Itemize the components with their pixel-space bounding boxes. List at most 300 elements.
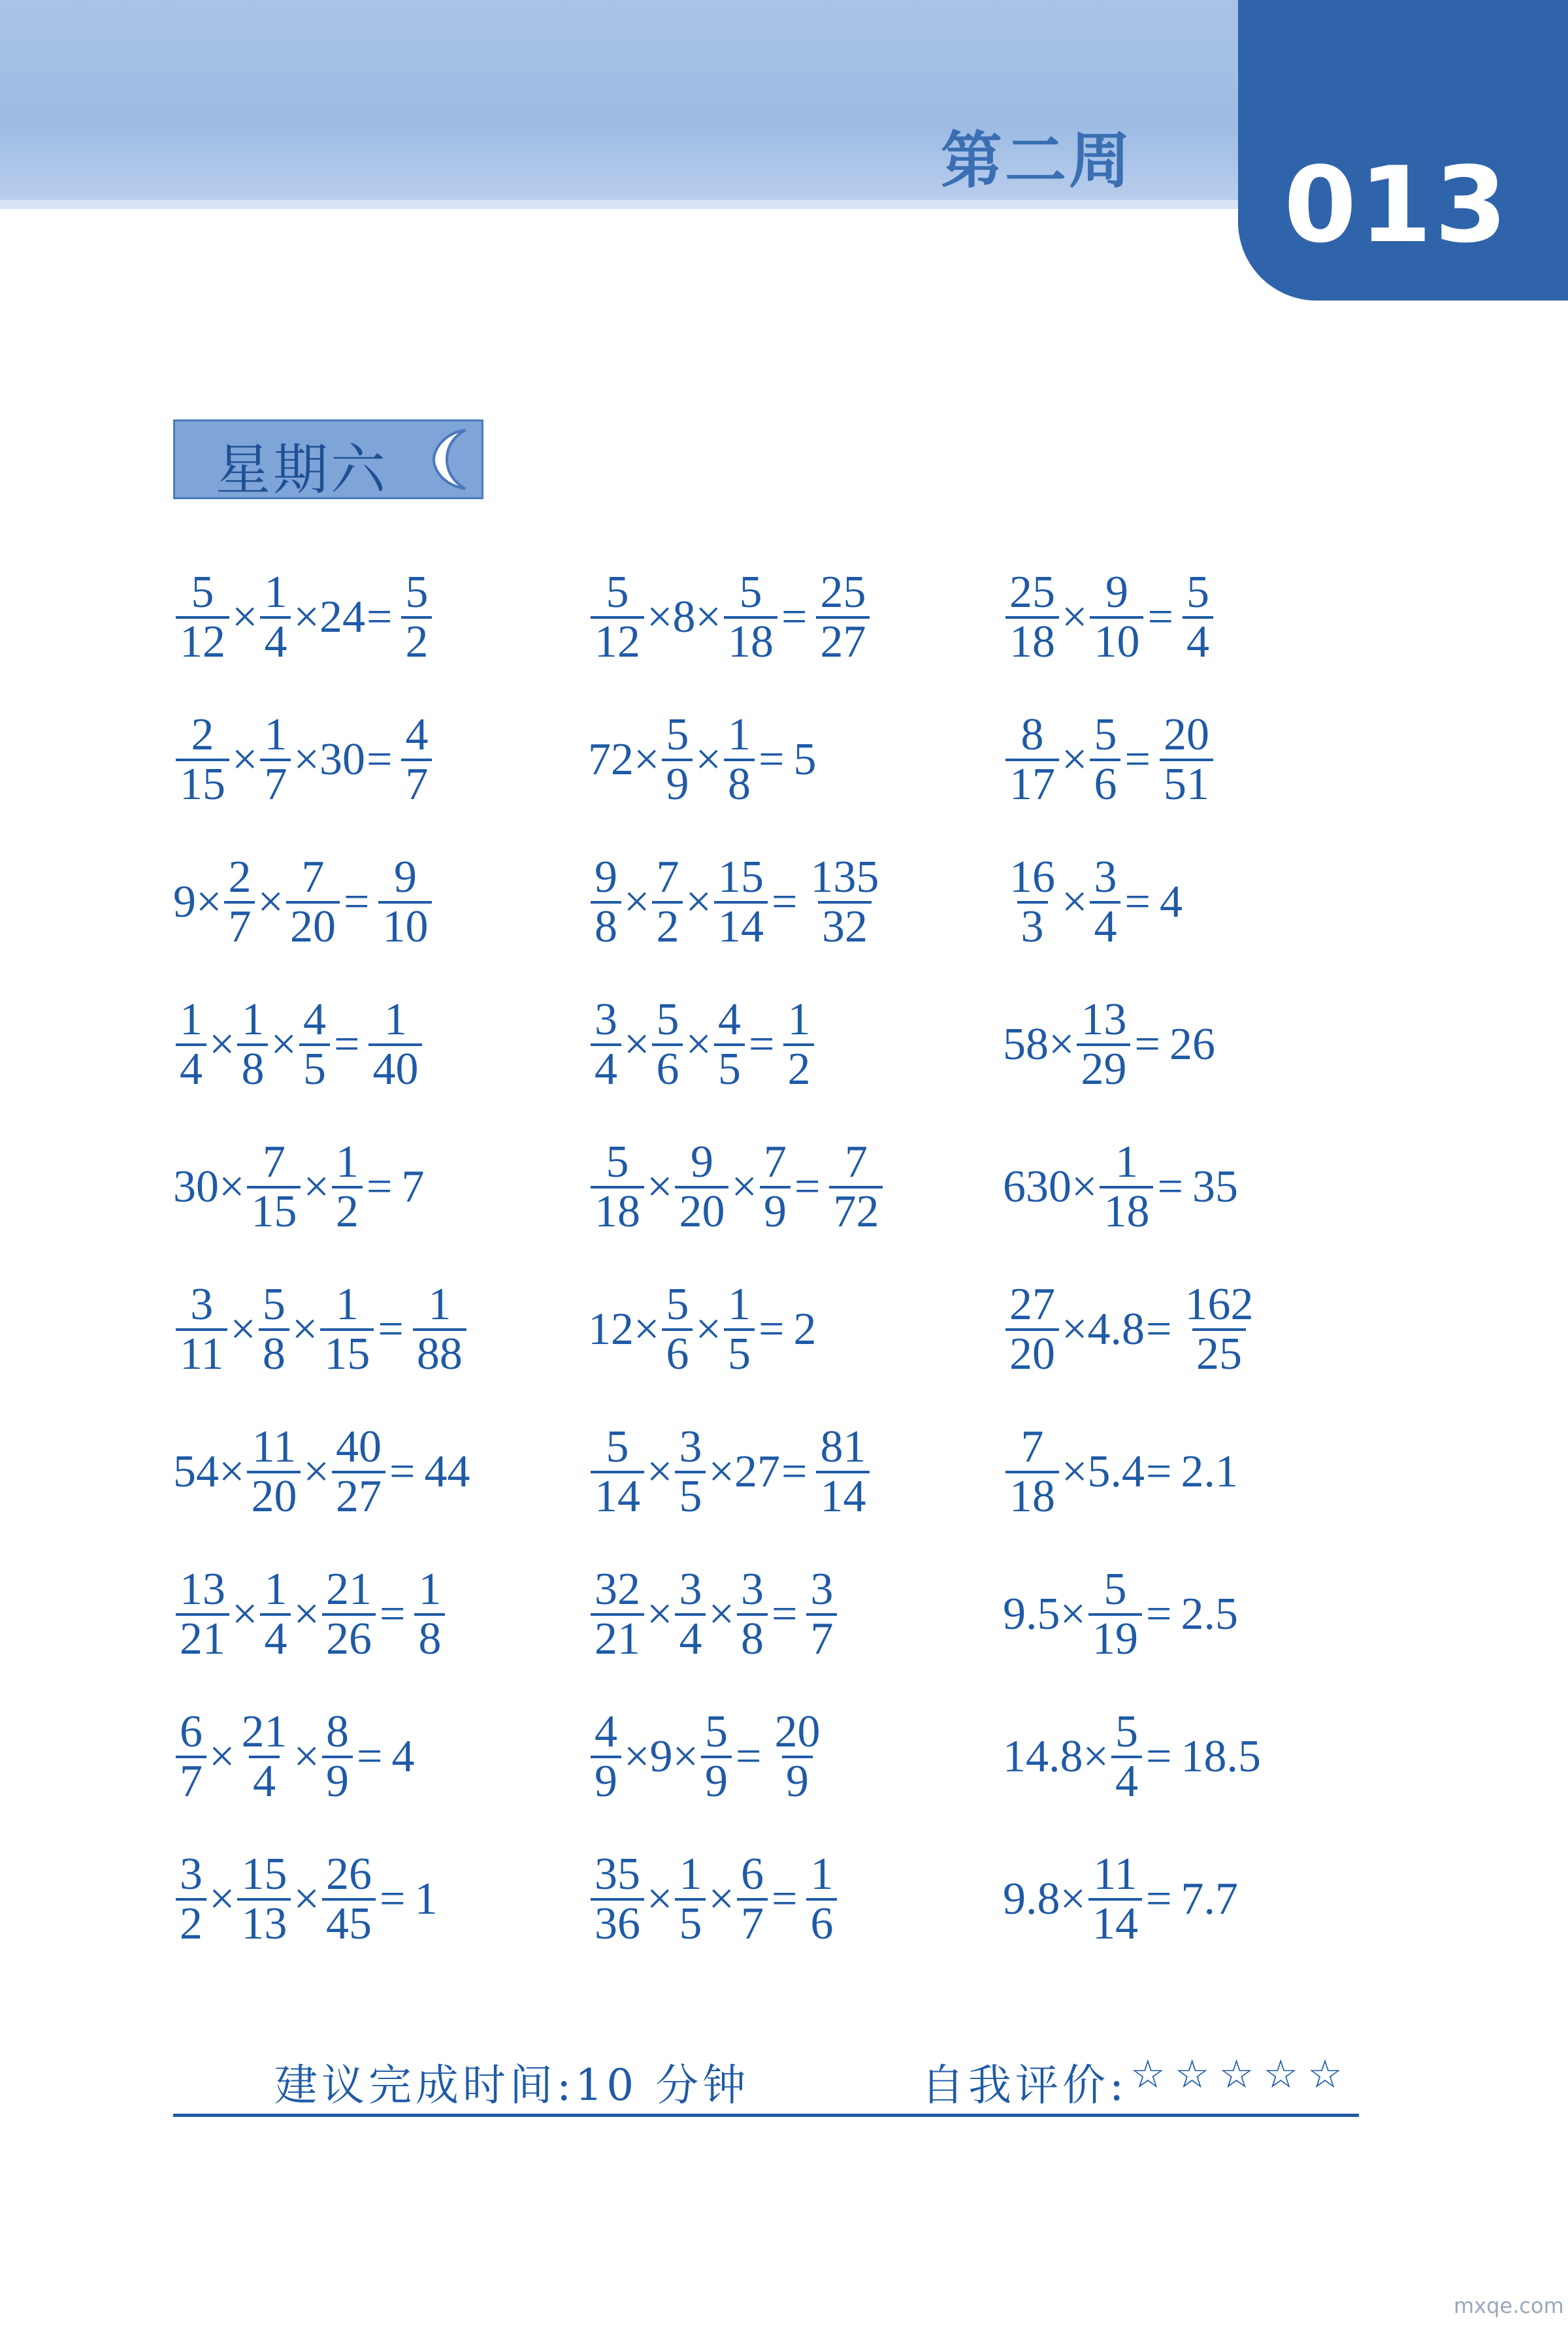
numerator: 11 [252,1422,297,1472]
fraction [237,1709,291,1805]
denominator: 6 [1090,759,1120,808]
fraction [260,1566,291,1663]
expression-term: × [232,1589,258,1639]
denominator: 4 [249,1756,280,1805]
expression-term: × [695,734,721,785]
answer-fraction [816,569,870,666]
fraction [737,1851,768,1948]
denominator: 15 [320,1328,374,1378]
fraction [224,854,255,951]
numerator: 1 [679,1849,702,1899]
numerator: 8 [325,1707,349,1757]
expression-term: × [270,1019,297,1070]
equals-sign: = [758,734,785,785]
answer-fraction [783,996,814,1093]
problem-2-1 [588,559,872,676]
numerator: 5 [704,1707,728,1757]
expression-term: × [1062,877,1088,927]
denominator: 21 [176,1613,229,1663]
expression-term: 54× [173,1447,245,1497]
problem-2-5 [588,1128,885,1246]
expression-term: ×8× [647,592,721,642]
expression-term: ×9× [624,1731,698,1782]
fraction [237,996,268,1093]
denominator: 4 [675,1613,706,1663]
answer: 2 [793,1304,817,1354]
problem-3-8 [1003,1556,1238,1673]
fraction [1005,712,1059,808]
expression-term: × [209,1731,235,1782]
numerator: 32 [595,1564,640,1614]
denominator: 45 [322,1898,376,1948]
fraction [1005,1281,1059,1378]
equals-sign: = [771,1589,798,1639]
numerator: 7 [301,852,325,902]
numerator: 15 [241,1849,287,1899]
expression-term: ×5.4 [1062,1447,1145,1497]
denominator: 15 [247,1186,301,1236]
fraction [591,854,621,951]
denominator: 7 [260,759,291,808]
fraction [247,1139,301,1236]
expression-term: × [232,592,258,642]
fraction [237,1851,291,1948]
equals-sign: = [366,734,393,785]
numerator: 20 [1163,710,1209,760]
problem-3-3 [1003,844,1183,961]
answer: 7 [401,1162,425,1212]
fraction [259,1281,289,1378]
numerator: 1 [335,1279,359,1330]
crescent-moon-icon [426,426,486,493]
fraction [260,712,291,808]
equals-sign: = [771,1874,798,1924]
answer: 1 [414,1874,438,1924]
denominator: 20 [675,1186,728,1236]
expression-term: × [647,1874,673,1924]
numerator: 81 [820,1422,866,1472]
fraction [591,996,621,1093]
expression-term: ×27 [708,1447,780,1497]
numerator: 1 [335,1137,359,1187]
denominator: 11 [176,1328,227,1378]
denominator: 8 [237,1043,268,1093]
fraction [1088,1851,1142,1948]
expression-term: 72× [588,734,660,785]
fraction [1090,854,1120,951]
numerator: 3 [679,1564,702,1614]
equals-sign: = [781,1447,808,1497]
problem-1-6 [173,1271,469,1388]
expression-term: × [695,1304,721,1354]
problem-2-10 [588,1841,840,1958]
equals-sign: = [389,1447,416,1497]
numerator: 5 [739,567,762,617]
fraction [591,569,644,666]
expression-term: ×30 [293,734,365,785]
equals-sign: = [356,1731,383,1782]
problem-3-5 [1003,1128,1238,1246]
problem-1-8 [173,1556,448,1673]
numerator: 20 [774,1707,821,1757]
expression-term: × [230,1304,256,1354]
denominator: 72 [829,1186,883,1236]
denominator: 18 [1005,616,1059,666]
rating-stars[interactable]: ☆☆☆☆☆ [1130,2052,1352,2097]
expression-term: × [209,1019,235,1070]
expression-term: × [232,734,258,785]
fraction [176,996,206,1093]
numerator: 6 [180,1707,203,1757]
fraction [675,1566,706,1663]
expression-term: × [647,1589,673,1639]
denominator: 9 [782,1756,813,1805]
problem-1-10 [173,1841,437,1958]
answer-fraction [413,1281,466,1378]
problem-2-6 [588,1271,816,1388]
denominator: 9 [760,1186,791,1236]
equals-sign: = [1124,734,1151,785]
fraction [320,1281,374,1378]
equals-sign: = [1134,1019,1160,1070]
answer: 44 [424,1447,470,1497]
expression-term: 9× [173,877,222,927]
denominator: 26 [322,1613,376,1663]
expression-term: × [293,1731,319,1782]
self-evaluation-label: 自我评价: [921,2060,1128,2110]
denominator: 14 [714,901,768,951]
fraction [176,1566,229,1663]
fraction [675,1424,706,1520]
denominator: 4 [1111,1756,1142,1805]
problem-1-9 [173,1698,414,1816]
fraction [662,712,693,808]
equals-sign: = [748,1019,775,1070]
fraction [591,1566,644,1663]
answer-fraction [770,1709,824,1805]
numerator: 40 [335,1422,382,1472]
fraction [1088,1566,1142,1663]
numerator: 1 [727,710,751,760]
numerator: 1 [264,567,287,617]
numerator: 25 [1009,567,1055,617]
fraction [1111,1709,1142,1805]
fraction [714,854,768,951]
equals-sign: = [366,592,393,642]
equals-sign: = [1124,877,1151,927]
expression-term: × [1062,592,1088,642]
fraction [1005,1424,1059,1520]
expression-term: × [647,1162,673,1212]
problem-1-3 [173,844,434,961]
denominator: 21 [591,1613,644,1663]
answer: 7.7 [1181,1874,1238,1924]
numerator: 1 [1115,1137,1138,1187]
problem-2-8 [588,1556,840,1673]
denominator: 9 [322,1756,353,1805]
denominator: 25 [1192,1328,1246,1378]
equals-sign: = [794,1162,821,1212]
denominator: 9 [701,1756,732,1805]
denominator: 4 [260,616,291,666]
expression-term: × [647,1447,673,1497]
numerator: 1 [384,994,407,1045]
numerator: 13 [180,1564,225,1614]
equals-sign: = [1145,1589,1172,1639]
numerator: 135 [810,852,879,902]
equals-sign: = [379,1589,406,1639]
numerator: 3 [190,1279,214,1330]
answer-fraction [401,569,432,666]
denominator: 4 [1183,616,1213,666]
denominator: 5 [299,1043,330,1093]
denominator: 27 [332,1471,385,1520]
denominator: 8 [414,1613,445,1663]
fraction [286,854,340,951]
answer-fraction [829,1139,883,1236]
denominator: 6 [652,1043,683,1093]
numerator: 5 [405,567,429,617]
fraction [176,1851,206,1948]
denominator: 18 [591,1186,644,1236]
expression-term: × [685,877,711,927]
numerator: 1 [810,1849,834,1899]
denominator: 4 [1090,901,1120,951]
numerator: 9 [1105,567,1128,617]
equals-sign: = [1157,1162,1183,1212]
numerator: 5 [1103,1564,1127,1614]
fraction [760,1139,791,1236]
denominator: 12 [591,616,644,666]
expression-term: 9.5× [1003,1589,1086,1639]
expression-term: × [291,1304,318,1354]
numerator: 25 [820,567,866,617]
fraction [675,1851,706,1948]
numerator: 4 [595,1707,617,1757]
fraction [652,854,683,951]
answer-fraction [806,854,883,951]
numerator: 5 [656,994,679,1045]
denominator: 9 [591,1756,621,1805]
fraction [1005,569,1059,666]
numerator: 5 [666,710,689,760]
fraction [1005,854,1059,951]
denominator: 2 [176,1898,206,1948]
fraction [724,1281,755,1378]
problem-1-1 [173,559,434,676]
expression-term: × [1062,734,1088,785]
numerator: 9 [690,1137,713,1187]
denominator: 4 [591,1043,621,1093]
denominator: 51 [1160,759,1213,808]
numerator: 7 [763,1137,787,1187]
denominator: 7 [737,1898,768,1948]
answer-fraction [368,996,422,1093]
numerator: 4 [717,994,741,1045]
problem-3-2 [1003,701,1216,819]
expression-term: × [624,1019,650,1070]
watermark: mxqe.com [1454,2293,1564,2318]
denominator: 9 [662,759,693,808]
numerator: 7 [1021,1422,1044,1472]
numerator: 35 [595,1849,640,1899]
problem-3-7 [1003,1413,1238,1531]
page-number: 013 [1284,144,1510,266]
expression-term: 58× [1003,1019,1075,1070]
denominator: 17 [1005,759,1059,808]
expression-term: × [303,1447,329,1497]
denominator: 7 [176,1756,206,1805]
equals-sign: = [1147,592,1173,642]
denominator: 18 [724,616,777,666]
denominator: 12 [176,616,229,666]
problem-1-2 [173,701,434,819]
denominator: 14 [1088,1898,1142,1948]
numerator: 3 [679,1422,702,1472]
denominator: 7 [224,901,255,951]
expression-term: 30× [173,1162,245,1212]
numerator: 1 [727,1279,751,1330]
fraction [1090,712,1120,808]
numerator: 3 [740,1564,764,1614]
denominator: 2 [401,616,432,666]
denominator: 18 [1005,1471,1059,1520]
expression-term: 12× [588,1304,660,1354]
expression-term: × [257,877,284,927]
numerator: 1 [264,710,287,760]
problem-2-2 [588,701,816,819]
denominator: 2 [332,1186,363,1236]
expression-term: × [293,1589,319,1639]
denominator: 4 [176,1043,206,1093]
answer-fraction [1160,712,1213,808]
denominator: 32 [818,901,872,951]
answer: 18.5 [1181,1731,1261,1782]
numerator: 11 [1093,1849,1137,1899]
fraction [332,1139,363,1236]
problem-3-6 [1003,1271,1260,1388]
denominator: 8 [724,759,755,808]
fraction [322,1566,376,1663]
fraction [1100,1139,1153,1236]
equals-sign: = [771,877,798,927]
denominator: 7 [401,759,432,808]
equals-sign: = [1145,1731,1172,1782]
equals-sign: = [1145,1304,1172,1354]
numerator: 9 [393,852,417,902]
problem-1-4 [173,986,425,1104]
fraction [1077,996,1130,1093]
problem-2-9 [588,1698,826,1816]
denominator: 20 [286,901,340,951]
numerator: 21 [241,1707,287,1757]
denominator: 40 [368,1043,422,1093]
fraction [322,1709,353,1805]
denominator: 10 [378,901,432,951]
numerator: 3 [1094,852,1117,902]
fraction [591,1851,644,1948]
numerator: 1 [428,1279,451,1330]
fraction [247,1424,301,1520]
fraction [591,1139,644,1236]
numerator: 2 [191,710,214,760]
fraction [737,1566,768,1663]
numerator: 1 [180,994,203,1045]
denominator: 14 [816,1471,870,1520]
fraction [714,996,745,1093]
answer-fraction [816,1424,870,1520]
denominator: 10 [1090,616,1143,666]
answer-fraction [378,854,432,951]
problem-2-7 [588,1413,872,1531]
numerator: 7 [844,1137,868,1187]
numerator: 3 [180,1849,203,1899]
fraction [176,1709,206,1805]
denominator: 27 [816,616,870,666]
numerator: 4 [302,994,326,1045]
equals-sign: = [366,1162,393,1212]
answer: 2.1 [1181,1447,1238,1497]
numerator: 1 [418,1564,442,1614]
expression-term: 9.8× [1003,1874,1086,1924]
problem-1-7 [173,1413,470,1531]
numerator: 4 [405,710,429,760]
fraction [176,712,229,808]
numerator: 21 [325,1564,372,1614]
fraction [260,569,291,666]
fraction [1090,569,1143,666]
equals-sign: = [343,877,370,927]
numerator: 1 [241,994,265,1045]
numerator: 27 [1009,1279,1055,1330]
fraction [675,1139,728,1236]
problem-3-9 [1003,1698,1261,1816]
numerator: 26 [325,1849,372,1899]
problem-3-1 [1003,559,1216,676]
answer-fraction [1183,569,1213,666]
denominator: 4 [260,1613,291,1663]
fraction [322,1851,376,1948]
equals-sign: = [758,1304,785,1354]
denominator: 2 [783,1043,814,1093]
day-label: 星期六 [216,438,389,502]
numerator: 5 [1115,1707,1138,1757]
answer-fraction [1181,1281,1257,1378]
answer: 5 [793,734,817,785]
equals-sign: = [1145,1447,1172,1497]
answer: 35 [1192,1162,1238,1212]
equals-sign: = [735,1731,762,1782]
numerator: 3 [810,1564,834,1614]
week-title: 第二周 [941,125,1134,197]
numerator: 13 [1081,994,1127,1045]
expression-term: × [708,1589,734,1639]
denominator: 29 [1077,1043,1130,1093]
fraction [652,996,683,1093]
numerator: 5 [666,1279,689,1330]
denominator: 5 [675,1898,706,1948]
expression-term: × [708,1874,734,1924]
answer: 4 [1159,877,1183,927]
denominator: 20 [1005,1328,1059,1378]
denominator: 18 [1100,1186,1153,1236]
denominator: 8 [737,1613,768,1663]
answer-fraction [414,1566,445,1663]
denominator: 8 [591,901,621,951]
equals-sign: = [378,1304,404,1354]
numerator: 7 [656,852,679,902]
denominator: 6 [662,1328,693,1378]
